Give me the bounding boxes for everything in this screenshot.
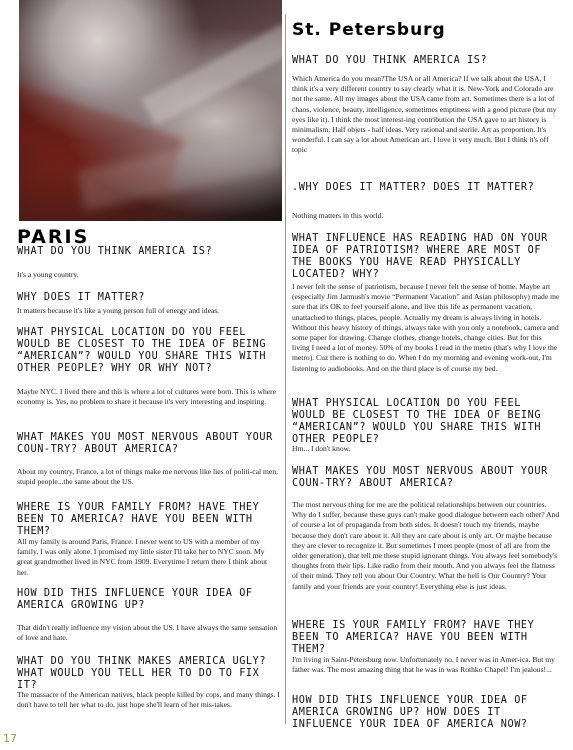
city-heading-paris: PARIS (17, 226, 90, 248)
answer: The massacre of the American natives, black people killed by cops, and many things. I don't have to tell her what to do, just hope she'll learn of her mis-takes. (17, 690, 280, 710)
question: WHAT DO YOU THINK MAKES AMERICA UGLY? WHAT WOULD YOU TELL HER TO DO TO FIX IT? (17, 656, 267, 691)
page-number: 17 (3, 732, 17, 745)
answer: The most nervous thing for me are the political relationships between our countries. Why do I suffer, because these guys can't make good dialogue between each other? And of course a lot of propaganda from both sides. It doesn't touch my friends, maybe because they don't care about it. All they are care about is only art. Or maybe because they are clever to recognize it. But sometimes I meet people (most of all are from the older generation), that tell me these stupid ignorant things. You always feel somebody's thoughts from their lips. Like radio from their mouth. And you always feel the flatness of their mind. They tell you about Our Country. What the hell is Our Country? Your family and your friends are your country! Everything else is just ideas. (292, 500, 560, 591)
answer: About my country, France, a lot of things make me nervous like lies of politi-cal men, stupid people...the same about the US. (17, 467, 279, 487)
question: WHAT MAKES YOU MOST NERVOUS ABOUT YOUR COUN-TRY? ABOUT AMERICA? (17, 432, 273, 455)
column-divider (285, 14, 286, 724)
answer: I never felt the sense of patriotism, because I never felt the sense of home. Maybe art (especially Jim Jarmush's movie “Permanent Vacation” and Asian philosophy) made me sure that it's OK to feel yourself alone, and live this life as permanent vacation, unattached to things, places, people. Actually my dream is always living in hotels. Without this heavy history of things, always take with you only a notebook, camera and some paper for drawing. Change clothes, change hotels, change cities. But for this living I need a lot of money. 50% of my books I read in the metro (that's why I love the metro). Cuz there is nothing to do. When I do my morning and evening work-out, I'm listening to audiobooks. And on the third place is of course my bed. (292, 282, 560, 373)
question: WHAT DO YOU THINK AMERICA IS? (292, 55, 488, 66)
portrait-photo (19, 0, 282, 221)
question: HOW DID THIS INFLUENCE YOUR IDEA OF AMERICA GROWING UP? (17, 588, 253, 611)
answer: Nothing matters in this world. (292, 211, 384, 220)
question: WHAT PHYSICAL LOCATION DO YOU FEEL WOULD BE CLOSEST TO THE IDEA OF BEING “AMERICAN”? WOULD YOU SHARE THIS WITH OTHER PEOPLE? WHY OR WHY NOT? (17, 327, 267, 374)
question: WHAT DO YOU THINK AMERICA IS? (17, 246, 213, 257)
question: WHERE IS YOUR FAMILY FROM? HAVE THEY BEEN TO AMERICA? HAVE YOU BEEN WITH THEM? (17, 502, 260, 537)
answer: Which America do you mean?The USA or all America? If we talk about the USA, I think it's a very different country to say clearly what it is. New-York and Colorado are not the same. All my images about the USA came from art. Sometimes there is a lot of chaos, violence, beauty, intelligence, sometimes emptiness with a good picture (but my eyes like it). I think the most interest-ing contribution the USA gave to art history is minimalism. Half objets - half ideas. Very rational and sterile. Art as proportion. It's wonderful. I can say a lot about American art. I love it very much. But I think it's off topic (292, 74, 557, 155)
answer: It's a young country. (17, 270, 79, 279)
answer: Hm... I don't know. (292, 444, 351, 453)
answer: Maybe NYC. I lived there and this is where a lot of cultures were born. This is where economy is. Yes, no problem to share it because it's very interesting and inspiring. (17, 387, 277, 407)
photo-highlight (141, 24, 282, 126)
question: WHAT PHYSICAL LOCATION DO YOU FEEL WOULD BE CLOSEST TO THE IDEA OF BEING “AMERICAN”? WOULD YOU SHARE THIS WITH OTHER PEOPLE? (292, 398, 542, 445)
city-heading-st-petersburg: St. Petersburg (292, 20, 446, 40)
answer: I'm living in Saint-Petersburg now. Unfortunately no, I never was in Amer-ica. But my father was. The most amazing thing that he was in was Rothko Chapel! I'm jealous!... (292, 655, 555, 675)
question: WHY DOES IT MATTER? (17, 292, 145, 303)
question: WHAT INFLUENCE HAS READING HAD ON YOUR IDEA OF PATRIOTISM? WHERE ARE MOST OF THE BOOKS YOU HAVE READ PHYSICALLY LOCATED? WHY? (292, 233, 548, 280)
question: WHAT MAKES YOU MOST NERVOUS ABOUT YOUR COUN-TRY? ABOUT AMERICA? (292, 466, 548, 489)
question: HOW DID THIS INFLUENCE YOUR IDEA OF AMERICA GROWING UP? HOW DOES IT INFLUENCE YOUR IDEA OF AMERICA NOW? (292, 695, 528, 730)
question: .WHY DOES IT MATTER? DOES IT MATTER? (292, 182, 535, 193)
answer: All my family is around Paris, France. I never went to US with a member of my family, I was only alone. I promised my little sister I'll take her to NYC soon. My great grandmother lived in NYC from 1909. Everytime I return there I think about her. (17, 537, 268, 577)
question: WHERE IS YOUR FAMILY FROM? HAVE THEY BEEN TO AMERICA? HAVE YOU BEEN WITH THEM? (292, 620, 535, 655)
answer: That didn't really influence my vision about the US. I have always the same sensation of love and hate. (17, 623, 278, 643)
answer: It matters because it's like a young person full of energy and ideas. (17, 306, 220, 315)
